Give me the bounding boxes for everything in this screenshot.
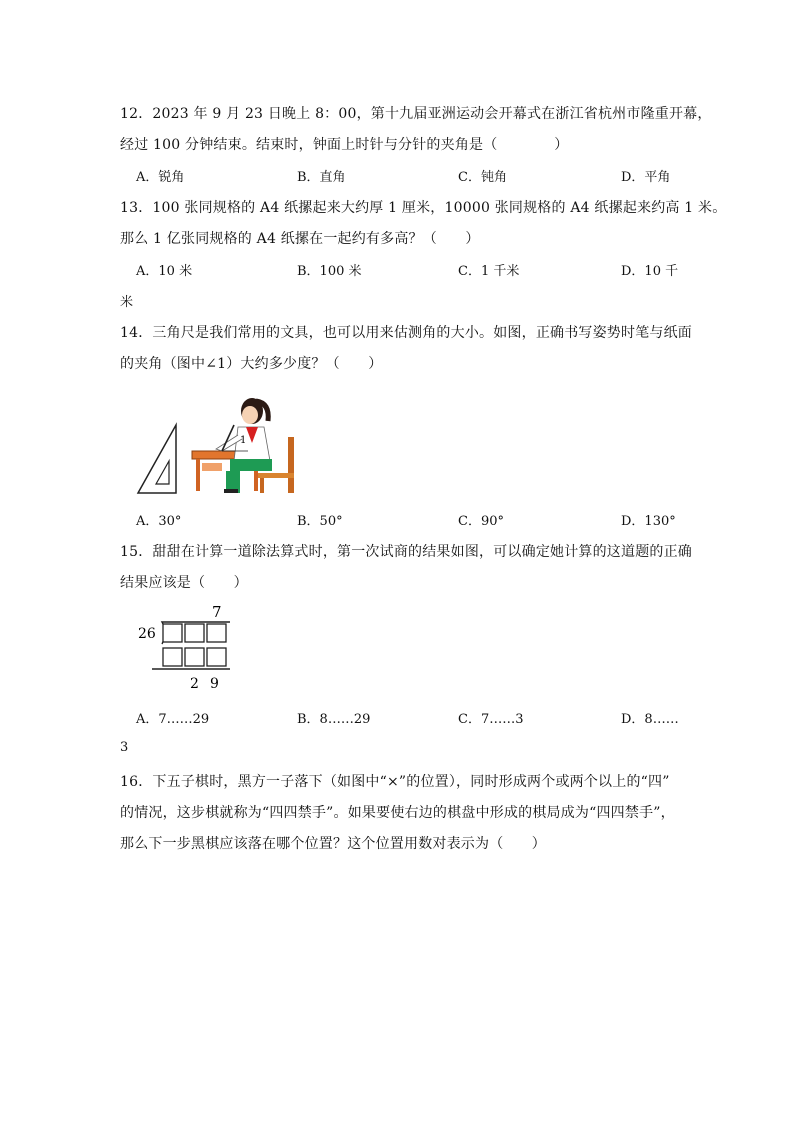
q14-angle-label: 1: [240, 435, 247, 446]
q15-option-b[interactable]: B．8……29: [297, 712, 371, 727]
q15-option-c[interactable]: C．7……3: [458, 712, 524, 727]
q14-option-d[interactable]: D．130°: [621, 514, 676, 529]
q16-stem-line2: 的情况，这步棋就称为“四四禁手”。如果要使右边的棋盘中形成的棋局成为“四四禁手”，: [120, 805, 675, 821]
q12-option-c[interactable]: C．钝角: [458, 170, 507, 185]
dividend-box-2[interactable]: [185, 624, 204, 642]
q14-stem-line2: 的夹角（图中∠1）大约多少度？（ ）: [120, 356, 383, 372]
q16-stem-line3: 那么下一步黑棋应该落在哪个位置？这个位置用数对表示为（ ）: [120, 836, 546, 852]
q14-figure: [130, 385, 310, 500]
q15-option-d[interactable]: D．8……: [621, 712, 679, 727]
q13-option-d-wrap: 米: [120, 295, 134, 310]
dividend-box-1[interactable]: [163, 624, 182, 642]
q13-option-c[interactable]: C．1 千米: [458, 264, 520, 279]
q12-option-b[interactable]: B．直角: [297, 170, 346, 185]
remainder-digit-1: 2: [190, 676, 199, 692]
q15-division-figure: [134, 600, 244, 695]
q13-option-b[interactable]: B．100 米: [297, 264, 362, 279]
q14-stem-line1: 14．三角尺是我们常用的文具，也可以用来估测角的大小。如图，正确书写姿势时笔与纸面: [120, 325, 693, 341]
q15-option-a[interactable]: A．7……29: [136, 712, 210, 727]
q15-stem-line1: 15．甜甜在计算一道除法算式时，第一次试商的结果如图，可以确定她计算的这道题的正确: [120, 544, 693, 560]
set-square-icon: [138, 425, 176, 493]
dividend-box-3[interactable]: [207, 624, 226, 642]
product-box-2[interactable]: [185, 648, 204, 666]
q12-stem-line2: 经过 100 分钟结束。结束时，钟面上时针与分针的夹角是（ ）: [120, 137, 569, 153]
divisor-number: 26: [138, 626, 156, 642]
q13-option-a[interactable]: A．10 米: [136, 264, 193, 279]
q16-stem-line1: 16．下五子棋时，黑方一子落下（如图中“×”的位置），同时形成两个或两个以上的“四”: [120, 774, 670, 790]
q12-stem-line1: 12．2023 年 9 月 23 日晚上 8：00，第十九届亚洲运动会开幕式在浙江省杭州市隆重开幕，: [120, 106, 712, 122]
q15-stem-line2: 结果应该是（ ）: [120, 575, 248, 591]
q14-option-b[interactable]: B．50°: [297, 514, 343, 529]
remainder-digit-2: 9: [210, 676, 219, 692]
q14-option-a[interactable]: A．30°: [136, 514, 182, 529]
quotient-digit: 7: [212, 603, 222, 621]
q12-option-a[interactable]: A．锐角: [136, 170, 185, 185]
q13-option-d[interactable]: D．10 千: [621, 264, 679, 279]
product-box-1[interactable]: [163, 648, 182, 666]
q12-option-d[interactable]: D．平角: [621, 170, 671, 185]
q15-option-d-wrap: 3: [120, 740, 129, 755]
q13-stem-line2: 那么 1 亿张同规格的 A4 纸摞在一起约有多高？（ ）: [120, 231, 480, 247]
q14-option-c[interactable]: C．90°: [458, 514, 504, 529]
product-box-3[interactable]: [207, 648, 226, 666]
q13-stem-line1: 13．100 张同规格的 A4 纸摞起来大约厚 1 厘米，10000 张同规格的 A4 纸摞起来约高 1 米。: [120, 200, 727, 216]
